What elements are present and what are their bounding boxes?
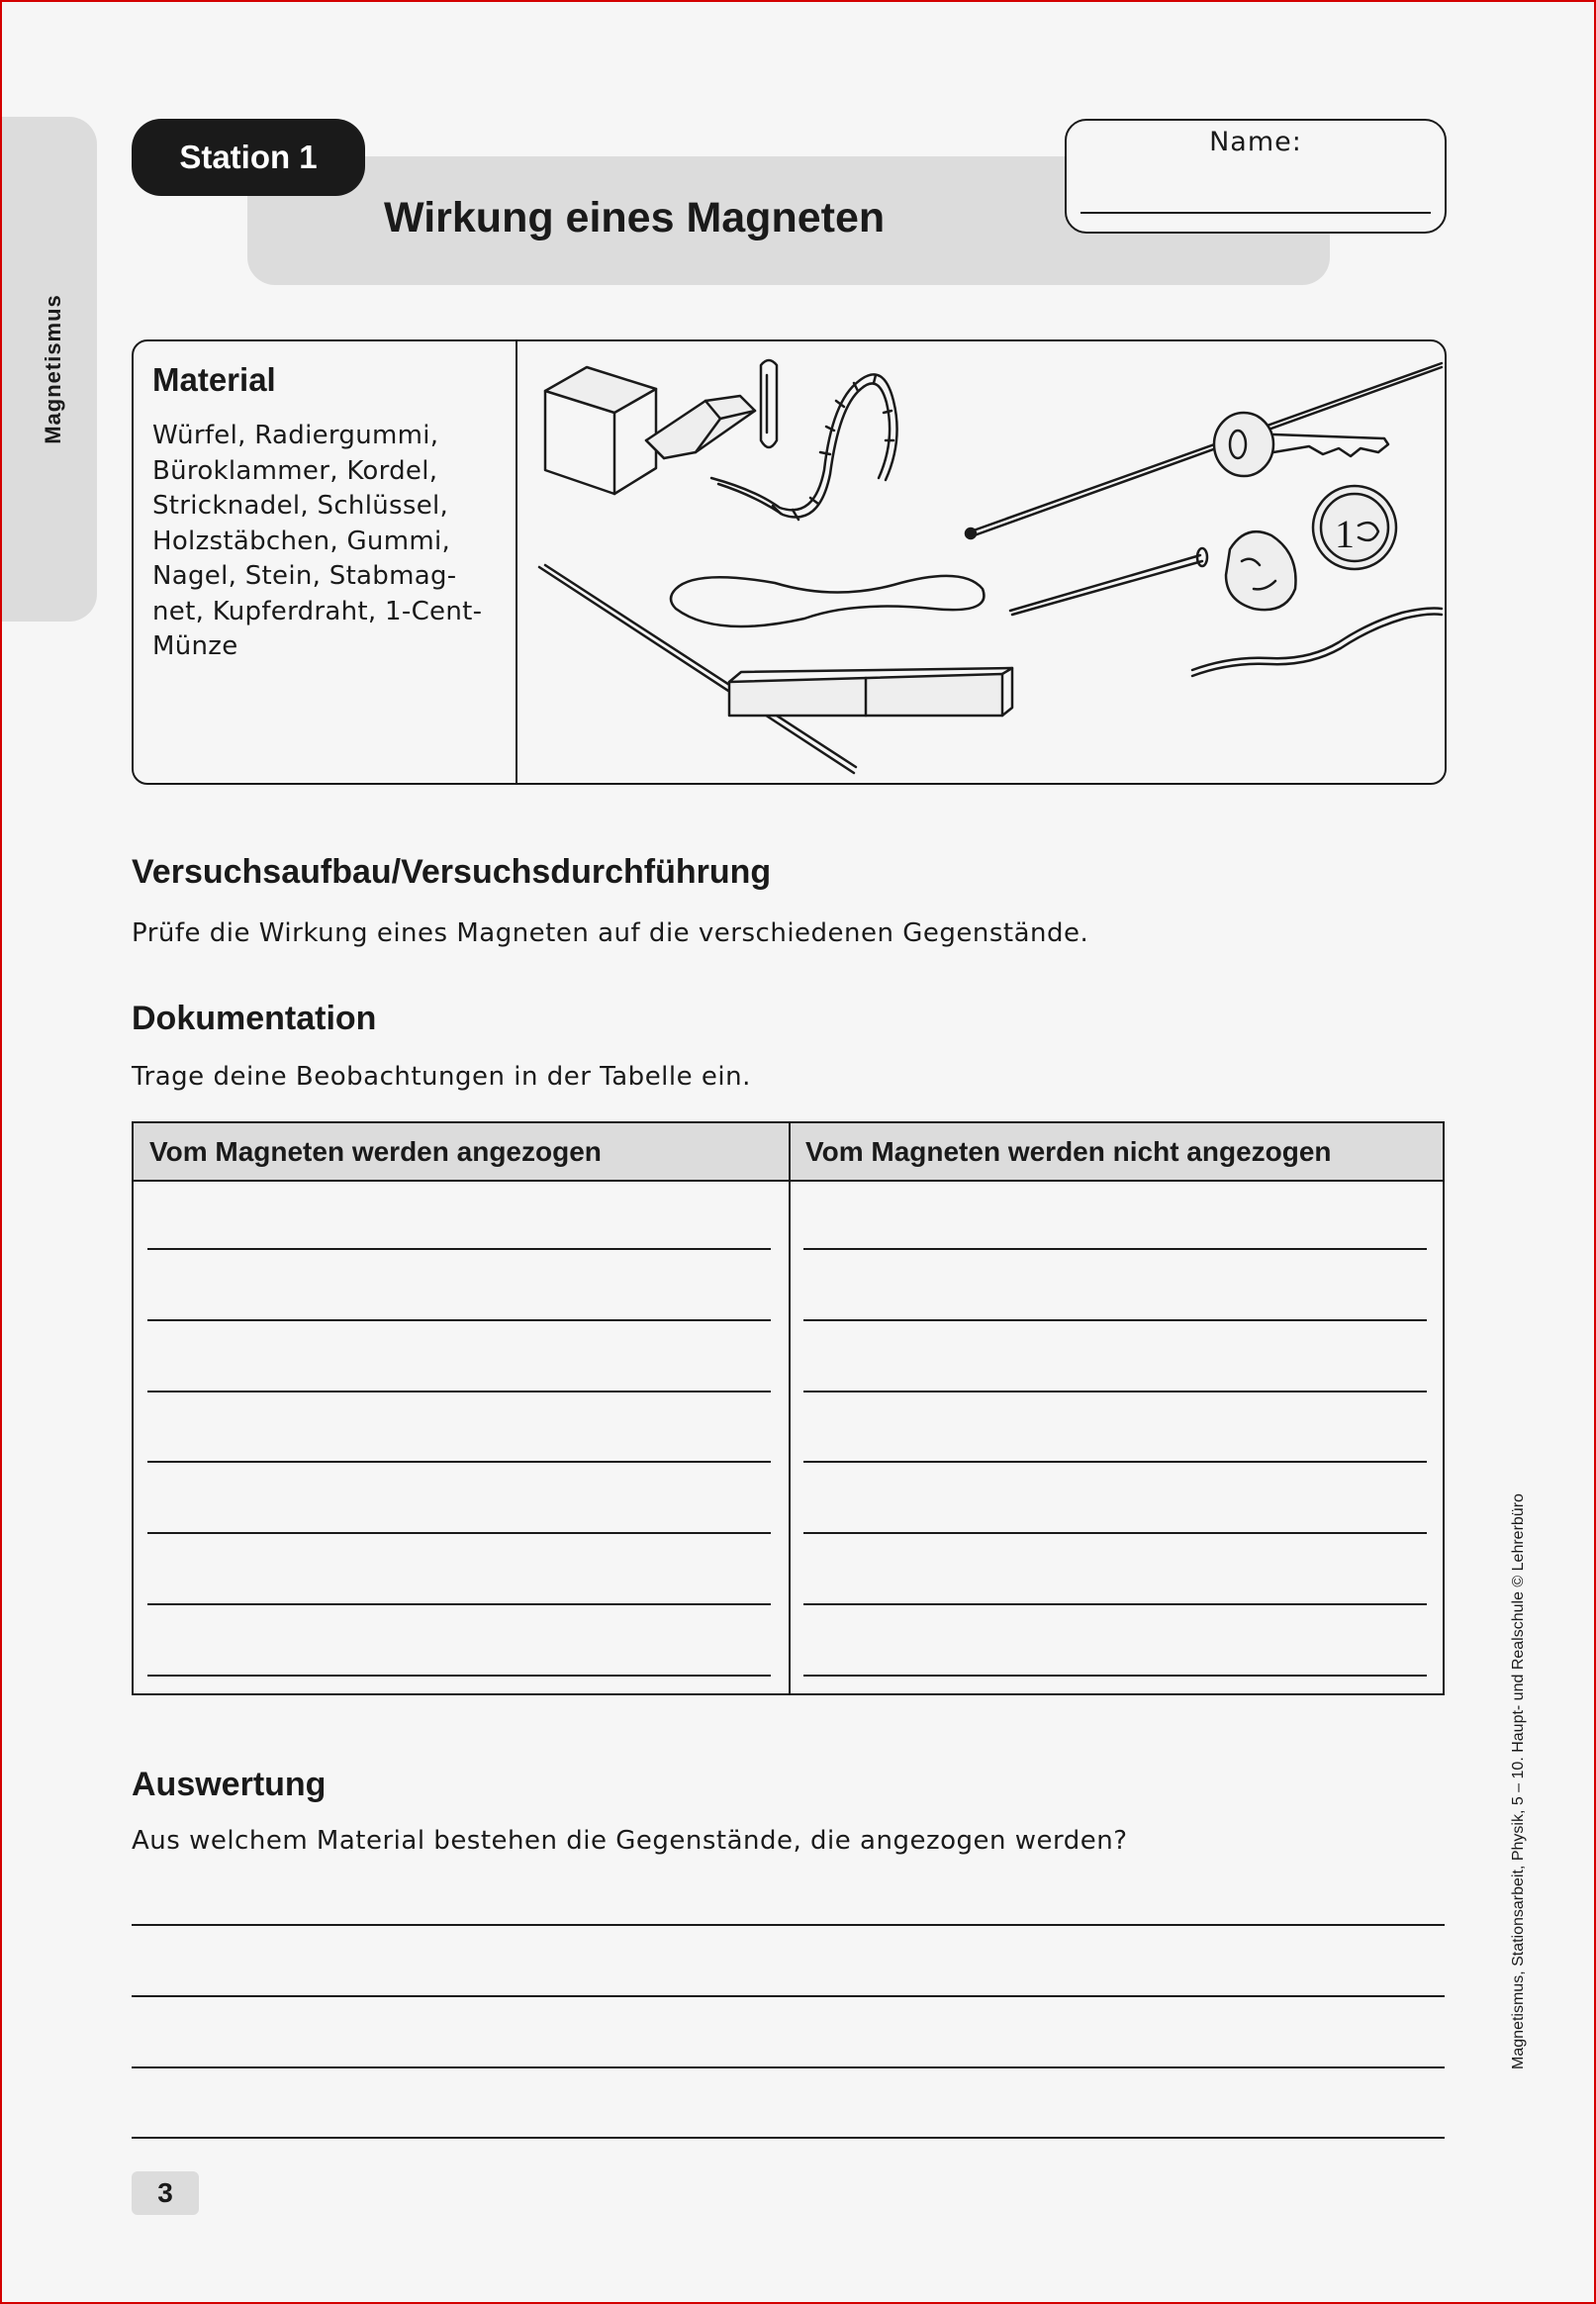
material-heading: Material: [152, 361, 276, 398]
material-list-line: Stricknadel, Schlüssel,: [152, 491, 449, 521]
material-list-line: Holzstäbchen, Gummi,: [152, 526, 451, 556]
stone-illustration: [1226, 531, 1296, 610]
attracted-write-line[interactable]: [147, 1675, 771, 1677]
not-attracted-write-line[interactable]: [803, 1248, 1427, 1250]
station-badge: Station 1: [132, 119, 365, 196]
table-column-divider: [789, 1123, 791, 1693]
observation-table: [132, 1121, 1445, 1695]
attracted-write-line[interactable]: [147, 1603, 771, 1605]
key-illustration: [1214, 413, 1388, 476]
procedure-heading: Versuchsaufbau/Versuchsdurchführung: [132, 853, 772, 891]
column-header-attracted: Vom Magneten werden angezogen: [149, 1135, 602, 1167]
wooden-stick-illustration: [539, 565, 856, 773]
answer-line[interactable]: [132, 1924, 1445, 1926]
name-field[interactable]: [1080, 212, 1431, 214]
answer-line[interactable]: [132, 1995, 1445, 1997]
documentation-heading: Dokumentation: [132, 1000, 377, 1037]
cube-illustration: [545, 367, 656, 494]
eraser-illustration: [646, 396, 755, 458]
side-tab-label: Magnetismus: [41, 294, 65, 444]
not-attracted-write-line[interactable]: [803, 1603, 1427, 1605]
attracted-write-line[interactable]: [147, 1319, 771, 1321]
not-attracted-write-line[interactable]: [803, 1391, 1427, 1392]
material-list-line: Nagel, Stein, Stabmag-: [152, 561, 457, 591]
copyright-credit: Magnetismus, Stationsarbeit, Physik, 5 – 10. Haupt- und Realschule © Lehrerbüro: [1510, 1493, 1527, 2069]
attracted-write-line[interactable]: [147, 1461, 771, 1463]
paper-clip-illustration: [761, 360, 777, 447]
evaluation-question: Aus welchem Material bestehen die Gegenstände, die angezogen werden?: [132, 1826, 1128, 1856]
material-list-line: Büroklammer, Kordel,: [152, 455, 438, 486]
name-box: [1065, 119, 1447, 234]
not-attracted-write-line[interactable]: [803, 1532, 1427, 1534]
material-box: [132, 339, 1447, 785]
answer-line[interactable]: [132, 2137, 1445, 2139]
evaluation-heading: Auswertung: [132, 1766, 327, 1803]
material-list-line: Münze: [152, 631, 238, 661]
copper-wire-illustration: [1192, 609, 1442, 677]
attracted-write-line[interactable]: [147, 1248, 771, 1250]
name-label: Name:: [1209, 127, 1302, 157]
nail-illustration: [1010, 548, 1207, 615]
material-list: [152, 419, 504, 665]
material-list-line: net, Kupferdraht, 1-Cent-: [152, 596, 483, 626]
bar-magnet-illustration: [729, 668, 1012, 716]
attracted-write-line[interactable]: [147, 1532, 771, 1534]
rubber-band-illustration: [671, 576, 984, 626]
not-attracted-write-line[interactable]: [803, 1319, 1427, 1321]
column-header-not-attracted: Vom Magneten werden nicht angezogen: [805, 1135, 1332, 1167]
attracted-write-line[interactable]: [147, 1391, 771, 1392]
page-number: 3: [132, 2171, 199, 2215]
answer-line[interactable]: [132, 2066, 1445, 2068]
coin-illustration: [1313, 486, 1396, 569]
material-list-line: Würfel, Radiergummi,: [152, 421, 439, 450]
page-title: Wirkung eines Magneten: [384, 194, 886, 241]
not-attracted-write-line[interactable]: [803, 1461, 1427, 1463]
documentation-text: Trage deine Beobachtungen in der Tabelle ein.: [132, 1062, 751, 1092]
procedure-text: Prüfe die Wirkung eines Magneten auf die verschiedenen Gegenstände.: [132, 918, 1089, 948]
material-illustration: [517, 341, 1443, 781]
svg-text:1: 1: [1335, 512, 1355, 556]
not-attracted-write-line[interactable]: [803, 1675, 1427, 1677]
